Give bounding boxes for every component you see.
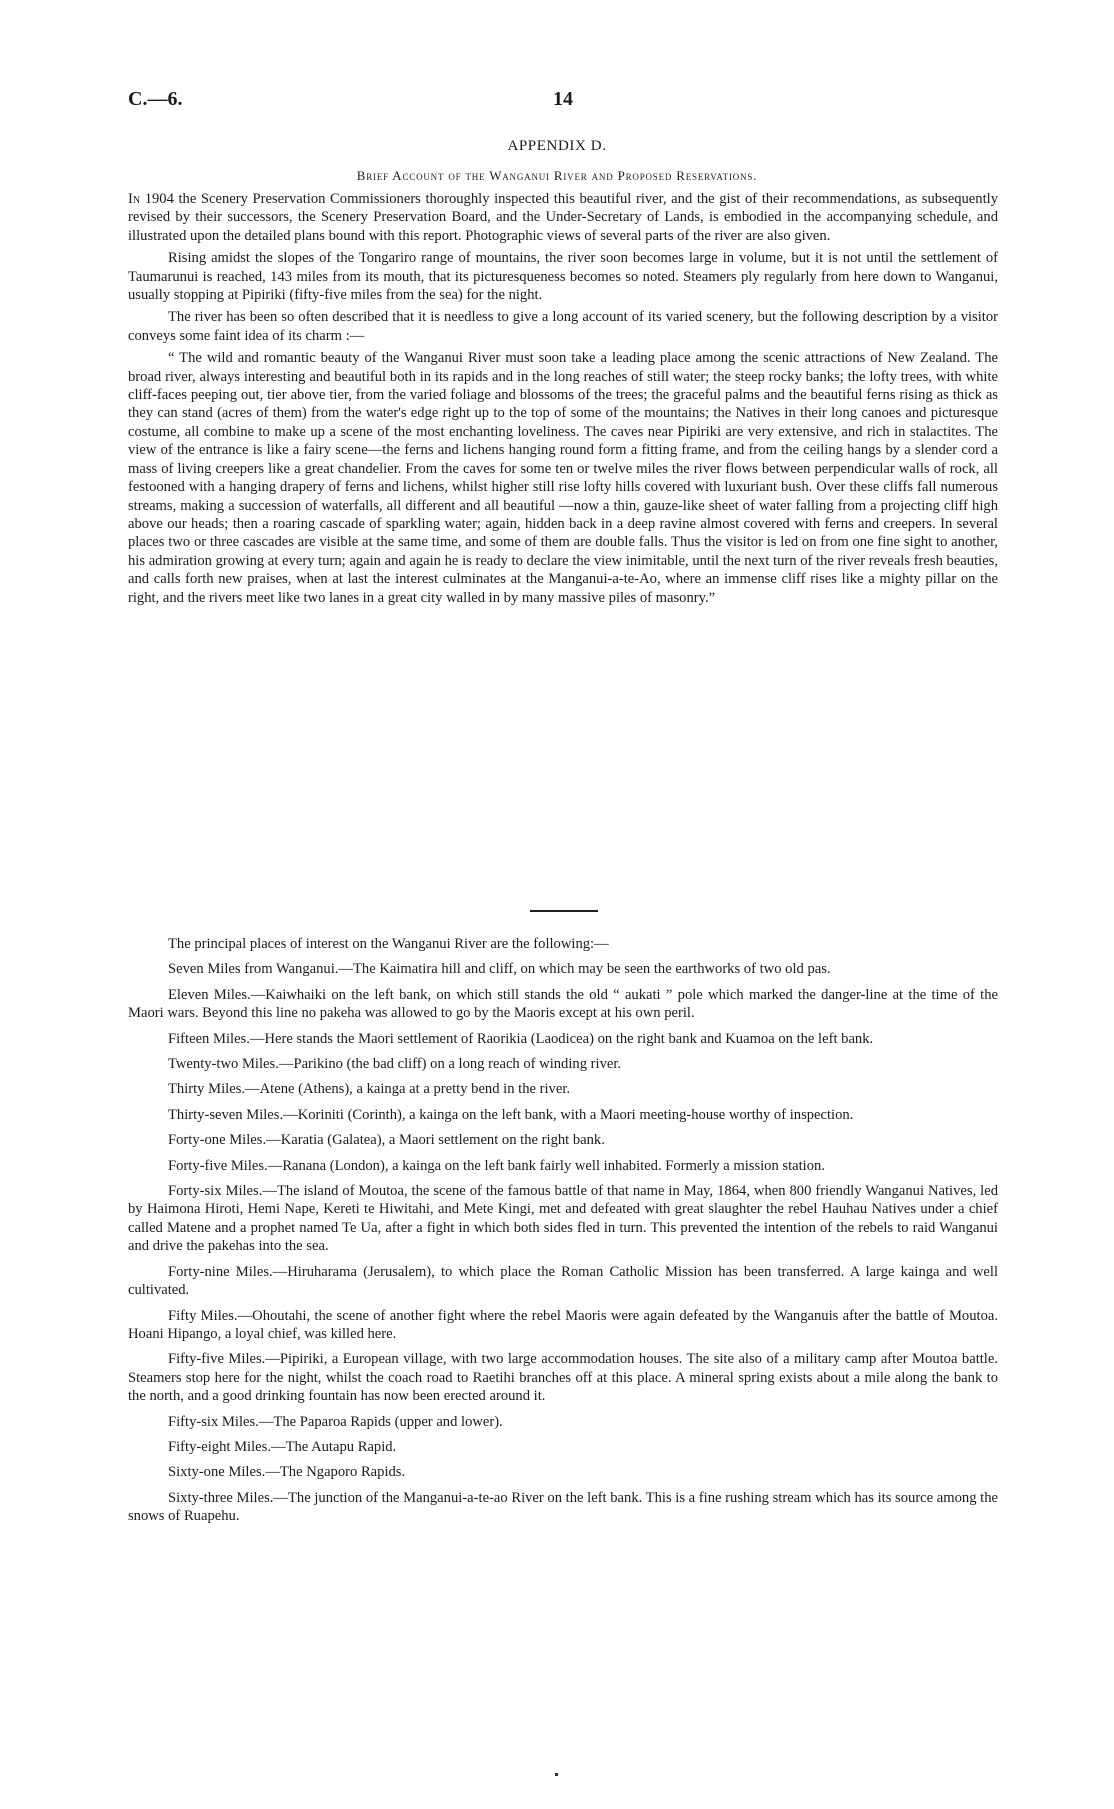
places-list: [128, 960, 998, 1525]
place-distance: Fifty-six Miles.: [168, 1413, 259, 1430]
place-description: The Kaimatira hill and cliff, on which may be seen the earthworks of two old pas.: [353, 961, 831, 978]
place-distance: Forty-six Miles.: [168, 1183, 263, 1200]
appendix-title: APPENDIX D.: [507, 138, 607, 154]
place-distance: Thirty-seven Miles.: [168, 1106, 284, 1123]
document-reference: C.—6.: [128, 88, 183, 110]
place-entry: Thirty-seven Miles.—Koriniti (Corinth), a kainga on the left bank, with a Maori meeting-house worthy of inspection.: [168, 1106, 854, 1123]
place-entry: Forty-nine Miles.—Hiruharama (Jerusalem), to which place the Roman Catholic Mission has been transferred. A large kainga and well cultivated.: [128, 1263, 998, 1299]
place-distance: Sixty-three Miles.: [168, 1489, 274, 1506]
place-entry: Sixty-three Miles.—The junction of the Manganui-a-te-ao River on the left bank. This is a fine rushing stream which has its source among the snows of Ruapehu.: [128, 1489, 998, 1525]
page-mark: [555, 1773, 558, 1776]
place-description: The island of Moutoa, the scene of the famous battle of that name in May, 1864, when 800 friendly Wanganui Natives, led by Haimona Hiroti, Hemi Nape, Kereti te Hiwitahi, and Mete Kingi, met and defeated with great slaughter the rebel Hauhau Natives under a chief called Matene and a prophet named Te Ua, after a fight in which both sides fled in turn. This prevented the intention of the rebels to raid Wanganui and drive the pakehas into the sea.: [128, 1183, 999, 1255]
appendix-subtitle: Brief Account of the Wanganui River and Proposed Reservations.: [356, 168, 758, 183]
place-description: The Paparoa Rapids (upper and lower).: [273, 1413, 503, 1430]
places-intro: The principal places of interest on the Wanganui River are the following:—: [168, 936, 609, 952]
place-entry: Fifty-six Miles.—The Paparoa Rapids (upper and lower).: [168, 1413, 503, 1430]
place-distance: Fifty-five Miles.: [168, 1351, 266, 1368]
place-description: Karatia (Galatea), a Maori settlement on the right bank.: [280, 1132, 605, 1149]
place-entry: Eleven Miles.—Kaiwhaiki on the left bank, on which still stands the old “ aukati ” pole which marked the danger-line at the time of the Maori wars. Beyond this line no pakeha was allowed to go by the Maoris except at his own peril.: [128, 986, 998, 1022]
place-distance: Twenty-two Miles.: [168, 1056, 279, 1073]
section-divider: [530, 910, 598, 912]
place-description: Ohoutahi, the scene of another fight where the rebel Maoris were again defeated by the Wanganuis after the battle of Moutoa. Hoani Hipango, a loyal chief, was killed here.: [128, 1307, 998, 1342]
place-description: Kaiwhaiki on the left bank, on which still stands the old “ aukati ” pole which marked the danger-line at the time of the Maori wars. Beyond this line no pakeha was allowed to go by the Maoris except at his own peril.: [128, 986, 998, 1022]
place-entry: Forty-five Miles.—Ranana (London), a kainga on the left bank fairly well inhabited. Formerly a mission station.: [168, 1157, 825, 1174]
place-entry: Fifty-five Miles.—Pipiriki, a European village, with two large accommodation houses. The site also of a military camp after Moutoa battle. Steamers stop here for the night, whilst the coach road to Raetihi branches off at this place. A mineral spring exists about a mile along the bank to the north, and a good drinking fountain has now been erected around it.: [128, 1351, 998, 1405]
place-entry: Forty-one Miles.—Karatia (Galatea), a Maori settlement on the right bank.: [168, 1132, 605, 1149]
place-entry: Fifteen Miles.—Here stands the Maori settlement of Raorikia (Laodicea) on the right bank and Kuamoa on the left bank.: [168, 1030, 874, 1047]
place-description: Hiruharama (Jerusalem), to which place the Roman Catholic Mission has been transferred. A large kainga and well cultivated.: [128, 1263, 998, 1299]
place-distance: Fifteen Miles.: [168, 1030, 250, 1047]
place-entry: Thirty Miles.—Atene (Athens), a kainga at a pretty bend in the river.: [168, 1081, 571, 1098]
place-distance: Fifty Miles.: [168, 1307, 238, 1324]
place-distance: Fifty-eight Miles.: [168, 1438, 271, 1455]
place-distance: Thirty Miles.: [168, 1081, 246, 1098]
place-distance: Sixty-one Miles.: [168, 1464, 266, 1481]
place-entry: Seven Miles from Wanganui.—The Kaimatira hill and cliff, on which may be seen the earthworks of two old pas.: [168, 961, 831, 978]
place-description: Here stands the Maori settlement of Raorikia (Laodicea) on the right bank and Kuamoa on the left bank.: [264, 1030, 874, 1047]
page-number: 14: [553, 88, 573, 110]
place-description: Pipiriki, a European village, with two large accommodation houses. The site also of a military camp after Moutoa battle. Steamers stop here for the night, whilst the coach road to Raetihi branches off at this place. A mineral spring exists about a mile along the bank to the north, and a good drinking fountain has now been erected around it.: [128, 1351, 998, 1405]
place-description: Ranana (London), a kainga on the left bank fairly well inhabited. Formerly a mission station.: [282, 1157, 825, 1174]
place-distance: Eleven Miles.: [168, 986, 251, 1003]
place-distance: Forty-one Miles.: [168, 1132, 267, 1149]
intro-lead-word: In: [128, 191, 141, 207]
visitor-quote: “ The wild and romantic beauty of the Wanganui River must soon take a leading place among the scenic attractions of New Zealand. The broad river, always interesting and beautiful both in its rapids and in the long reaches of still water; the steep rocky banks; the lofty trees, with white cliff-faces peeping out, tier above tier, from the varied foliage and blossoms of the trees; the graceful palms and the beautiful ferns rising as thick as they can stand (acres of them) from the water's edge right up to the top of some of the mountains; the Natives in their long canoes and picturesque costume, all combine to make up a scene of the most enchanting loveliness. The caves near Pipiriki are very extensive, and rich in stalactites. The view of the entrance is like a fairy scene—the ferns and lichens hanging round form a fitting frame, and from the ceiling hangs by a slender cord a mass of living creepers like a great chandelier. From the caves for some ten or twelve miles the river flows between perpendicular walls of rock, all festooned with a hanging drapery of ferns and lichens, whilst higher still rise lofty hills covered with luxuriant bush. Over these cliffs fall numerous streams, making a succession of waterfalls, all different and all beautiful —now a thin, gauze-like sheet of water falling from a projecting cliff high above our heads; then a roaring cascade of sparkling water; again, hidden back in a deep ravine almost covered with ferns and creepers. In several places two or three cascades are visible at the same time, and some of them are double falls. Thus the visitor is led on from one fine sight to another, his admiration growing at every turn; again and again he is ready to declare the view inimitable, until the next turn of the river reveals fresh beauties, and calls forth new praises, when at last the interest culminates at the Manganui-a-te-Ao, where an immense cliff rises like a mighty pillar on the right, and the rivers meet like two lanes in a great city walled in by many massive piles of masonry.”: [128, 350, 998, 606]
intro-paragraph-1: [128, 190, 998, 245]
place-entry: Fifty-eight Miles.—The Autapu Rapid.: [168, 1438, 397, 1455]
place-entry: Sixty-one Miles.—The Ngaporo Rapids.: [168, 1464, 406, 1481]
place-distance: Forty-five Miles.: [168, 1157, 268, 1174]
intro-paragraph-3: The river has been so often described that it is needless to give a long account of its varied scenery, but the following description by a visitor conveys some faint idea of its charm :—: [128, 309, 998, 344]
place-description: The Autapu Rapid.: [285, 1438, 397, 1455]
place-description: Parikino (the bad cliff) on a long reach of winding river.: [293, 1056, 622, 1073]
intro-paragraph-1-text: 1904 the Scenery Preservation Commissioners thoroughly inspected this beautiful river, and the gist of their recommendations, as subsequently revised by their successors, the Scenery Preservation Board, and the Under-Secretary of Lands, is embodied in the accompanying schedule, and illustrated upon the detailed plans bound with this report. Photographic views of several parts of the river are also given.: [128, 191, 998, 244]
place-description: Koriniti (Corinth), a kainga on the left bank, with a Maori meeting-house worthy of inspection.: [297, 1106, 854, 1123]
place-description: The junction of the Manganui-a-te-ao River on the left bank. This is a fine rushing stream which has its source among the snows of Ruapehu.: [128, 1489, 998, 1525]
place-entry: Forty-six Miles.—The island of Moutoa, the scene of the famous battle of that name in May, 1864, when 800 friendly Wanganui Natives, led by Haimona Hiroti, Hemi Nape, Kereti te Hiwitahi, and Mete Kingi, met and defeated with great slaughter the rebel Hauhau Natives under a chief called Matene and a prophet named Te Ua, after a fight in which both sides fled in turn. This prevented the intention of the rebels to raid Wanganui and drive the pakehas into the sea.: [128, 1183, 999, 1255]
place-description: Atene (Athens), a kainga at a pretty bend in the river.: [259, 1081, 571, 1098]
place-entry: Twenty-two Miles.—Parikino (the bad cliff) on a long reach of winding river.: [168, 1056, 622, 1073]
place-entry: Fifty Miles.—Ohoutahi, the scene of another fight where the rebel Maoris were again defeated by the Wanganuis after the battle of Moutoa. Hoani Hipango, a loyal chief, was killed here.: [128, 1307, 998, 1342]
places-section: [128, 935, 998, 1533]
intro-paragraph-2: Rising amidst the slopes of the Tongariro range of mountains, the river soon becomes large in volume, but it is not until the settlement of Taumarunui is reached, 143 miles from its mouth, that its picturesqueness becomes so noted. Steamers ply regularly from here down to Wanganui, usually stopping at Pipiriki (fifty-five miles from the sea) for the night.: [128, 250, 998, 304]
intro-section: [128, 190, 998, 611]
page-header: [128, 88, 998, 118]
place-distance: Seven Miles from Wanganui.: [168, 961, 339, 978]
place-distance: Forty-nine Miles.: [168, 1263, 273, 1280]
place-description: The Ngaporo Rapids.: [279, 1464, 406, 1481]
